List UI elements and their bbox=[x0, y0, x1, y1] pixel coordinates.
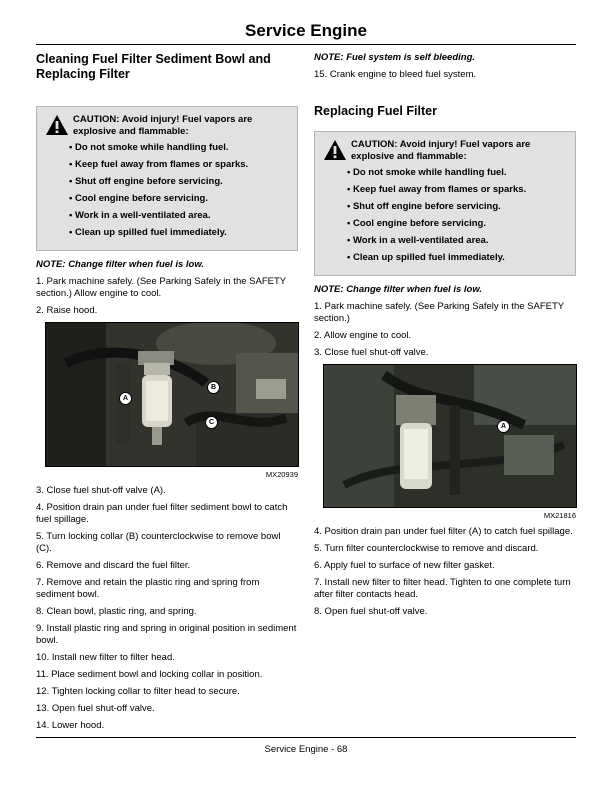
caution-item: • Do not smoke while handling fuel. bbox=[347, 167, 507, 178]
step-text: 1. Park machine safely. (See Parking Safely in the SAFETY section.) bbox=[314, 301, 564, 324]
step-text: 7. Install new filter to filter head. Tighten to one complete turn after filter contacts head. bbox=[314, 577, 571, 600]
engine-photo-fuel-filter bbox=[323, 364, 577, 508]
caution-item: • Shut off engine before servicing. bbox=[69, 176, 223, 187]
photo-caption: MX21816 bbox=[543, 511, 576, 520]
caution-item: • Cool engine before servicing. bbox=[347, 218, 486, 229]
step-text: 4. Position drain pan under fuel filter (A) to catch fuel spillage. bbox=[314, 526, 573, 537]
step-text: 11. Place sediment bowl and locking collar in position. bbox=[36, 669, 263, 680]
caution-item: • Do not smoke while handling fuel. bbox=[69, 142, 229, 153]
caution-list bbox=[45, 142, 289, 239]
engine-photo-sediment-bowl bbox=[45, 322, 299, 467]
step-text: 6. Remove and discard the fuel filter. bbox=[36, 560, 191, 571]
step-text: 6. Apply fuel to surface of new filter gasket. bbox=[314, 560, 495, 571]
note-self-bleeding: NOTE: Fuel system is self bleeding. bbox=[314, 52, 476, 63]
step-text: 14. Lower hood. bbox=[36, 720, 105, 731]
caution-box bbox=[36, 106, 298, 251]
caution-item: • Shut off engine before servicing. bbox=[347, 201, 501, 212]
engine-photo-illustration bbox=[324, 365, 576, 507]
step-text: 3. Close fuel shut-off valve (A). bbox=[36, 485, 166, 496]
step-text: 7. Remove and retain the plastic ring and spring from sediment bowl. bbox=[36, 577, 260, 600]
step-text: 5. Turn filter counterclockwise to remove and discard. bbox=[314, 543, 539, 554]
page-title: Service Engine bbox=[245, 21, 367, 40]
caution-title: CAUTION: Avoid injury! Fuel vapors are explosive and flammable: bbox=[351, 139, 531, 162]
step-text: 12. Tighten locking collar to filter head to secure. bbox=[36, 686, 240, 697]
step-text: 10. Install new filter to filter head. bbox=[36, 652, 175, 663]
caution-item: • Clean up spilled fuel immediately. bbox=[347, 252, 505, 263]
photo-caption: MX20939 bbox=[265, 470, 298, 479]
page-footer: Service Engine - 68 bbox=[264, 744, 348, 755]
callout-a: A bbox=[119, 392, 132, 405]
caution-list bbox=[323, 167, 567, 264]
caution-item: • Cool engine before servicing. bbox=[69, 193, 208, 204]
warning-icon bbox=[323, 139, 347, 161]
step-text: 8. Open fuel shut-off valve. bbox=[314, 606, 428, 617]
section-heading-replacing-filter: Replacing Fuel Filter bbox=[314, 104, 437, 118]
caution-item: • Keep fuel away from flames or sparks. bbox=[347, 184, 527, 195]
caution-item: • Work in a well-ventilated area. bbox=[347, 235, 489, 246]
section-heading-sediment-bowl: Cleaning Fuel Filter Sediment Bowl and Replacing Filter bbox=[36, 52, 271, 81]
step-text: 9. Install plastic ring and spring in original position in sediment bowl. bbox=[36, 623, 297, 646]
step-text: 2. Raise hood. bbox=[36, 305, 98, 316]
step-text: 15. Crank engine to bleed fuel system. bbox=[314, 69, 477, 80]
callout-b: B bbox=[207, 381, 220, 394]
note-change-filter: NOTE: Change filter when fuel is low. bbox=[36, 259, 205, 270]
title-divider bbox=[36, 44, 576, 45]
callout-c: C bbox=[205, 416, 218, 429]
caution-item: • Keep fuel away from flames or sparks. bbox=[69, 159, 249, 170]
warning-icon bbox=[45, 114, 69, 136]
callout-a: A bbox=[497, 420, 510, 433]
left-column bbox=[36, 52, 298, 737]
engine-photo-illustration bbox=[46, 323, 298, 466]
caution-title: CAUTION: Avoid injury! Fuel vapors are explosive and flammable: bbox=[73, 114, 253, 137]
caution-item: • Clean up spilled fuel immediately. bbox=[69, 227, 227, 238]
step-text: 3. Close fuel shut-off valve. bbox=[314, 347, 429, 358]
caution-item: • Work in a well-ventilated area. bbox=[69, 210, 211, 221]
step-text: 8. Clean bowl, plastic ring, and spring. bbox=[36, 606, 197, 617]
caution-box bbox=[314, 131, 576, 276]
note-change-filter: NOTE: Change filter when fuel is low. bbox=[314, 284, 483, 295]
right-column bbox=[314, 52, 576, 623]
step-text: 5. Turn locking collar (B) counterclockwise to remove bowl (C). bbox=[36, 531, 281, 554]
step-text: 13. Open fuel shut-off valve. bbox=[36, 703, 155, 714]
footer-divider bbox=[36, 737, 576, 738]
step-text: 4. Position drain pan under fuel filter sediment bowl to catch fuel spillage. bbox=[36, 502, 288, 525]
step-text: 1. Park machine safely. (See Parking Safely in the SAFETY section.) Allow engine to cool. bbox=[36, 276, 286, 299]
step-text: 2. Allow engine to cool. bbox=[314, 330, 412, 341]
